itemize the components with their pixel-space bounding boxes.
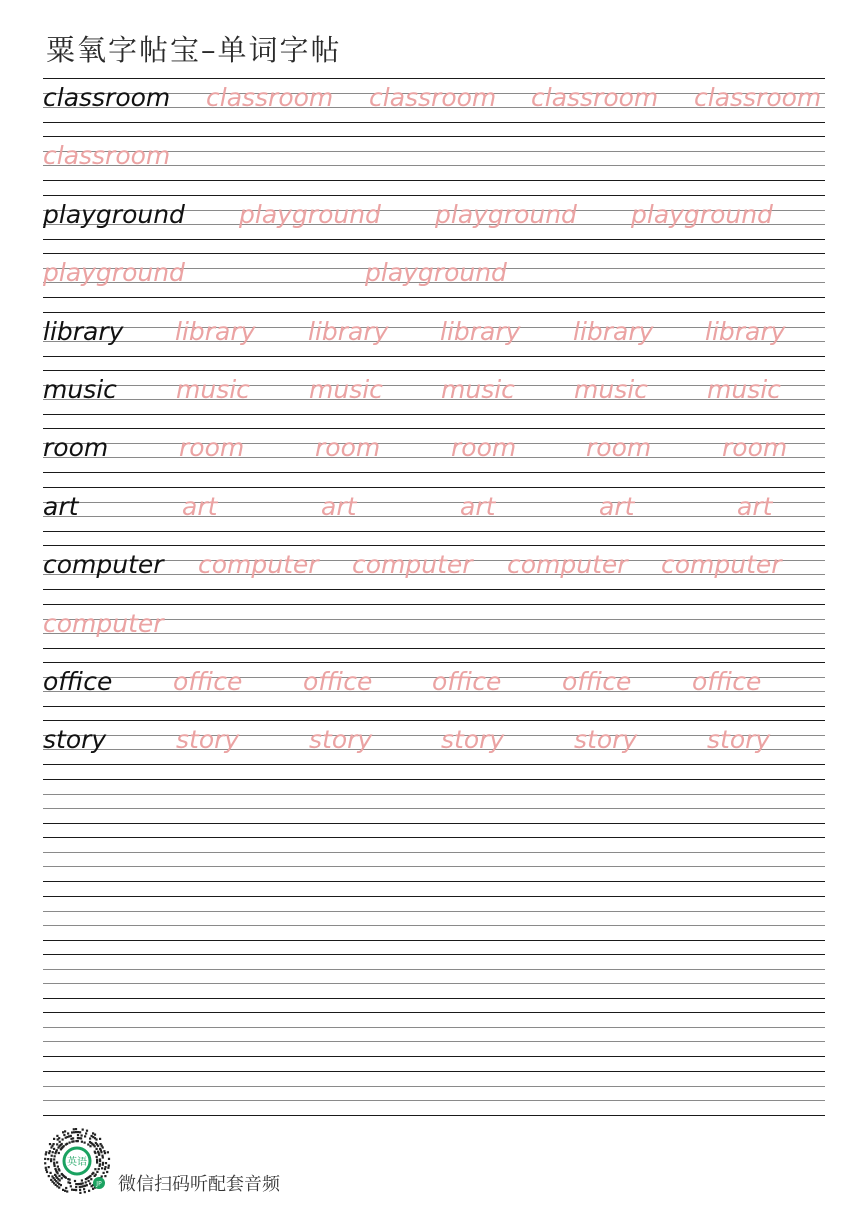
qr-dot [71,1131,73,1133]
qr-badge-text: 英语 [67,1157,87,1168]
trace-word: story [309,725,373,754]
trace-word: computer [198,550,319,579]
trace-word: classroom [206,83,334,112]
ruled-line [43,808,825,809]
qr-dot [58,1152,60,1154]
qr-dot [107,1151,109,1153]
qr-dot [45,1153,47,1155]
ruled-line [43,866,825,867]
qr-dot [48,1152,50,1154]
qr-dot [79,1189,81,1191]
ruled-line [43,881,825,882]
model-word: playground [43,200,185,229]
qr-dot [77,1140,79,1142]
qr-dot [50,1172,52,1174]
qr-dot [100,1151,102,1153]
qr-dot [92,1132,94,1134]
ruled-line [43,837,825,838]
qr-dot [64,1130,66,1132]
qr-dot [62,1131,64,1133]
qr-dot [80,1137,82,1139]
trace-word: library [573,317,654,346]
trace-word: music [707,375,781,404]
qr-dot [56,1135,58,1137]
ruled-line [43,1027,825,1028]
qr-dot [75,1189,77,1191]
qr-dot [67,1181,69,1183]
qr-dot [96,1156,98,1158]
model-word: classroom [43,83,171,112]
trace-word: playground [43,258,185,287]
ruled-line [43,969,825,970]
qr-dot [105,1162,107,1164]
qr-corner-text: JP [96,1180,102,1188]
qr-dot [52,1151,54,1153]
qr-dot [84,1191,86,1193]
qr-dot [67,1132,69,1134]
trace-word: art [737,492,773,521]
qr-dot [56,1143,58,1145]
qr-dot [56,1161,58,1163]
handwriting-sheet [43,0,825,1227]
qr-dot [64,1190,66,1192]
qr-dot [86,1130,88,1132]
qr-dot [84,1135,86,1137]
trace-word: computer [507,550,628,579]
qr-dot [54,1174,56,1176]
qr-dot [103,1150,105,1152]
qr-dot [108,1165,110,1167]
trace-word: art [599,492,635,521]
qr-dot [63,1145,65,1147]
qr-dot [51,1175,53,1177]
qr-dot [75,1128,77,1130]
trace-word: story [574,725,638,754]
writing-row [43,253,825,311]
ruled-line [43,1086,825,1087]
qr-dot [104,1166,106,1168]
trace-word: office [692,667,762,696]
qr-dot [96,1161,98,1163]
trace-word: classroom [43,141,171,170]
qr-dot [92,1188,94,1190]
qr-dot [66,1190,68,1192]
trace-word: library [440,317,521,346]
ruled-line [43,1071,825,1072]
model-word: room [43,433,109,462]
trace-word: playground [239,200,381,229]
qr-dot [74,1180,76,1182]
qr-dot [51,1155,53,1157]
writing-row [43,604,825,662]
qr-code-icon[interactable] [42,1126,112,1196]
qr-dot [104,1152,106,1154]
ruled-line [43,911,825,912]
ruled-line [43,1012,825,1013]
qr-dot [96,1159,98,1161]
qr-dot [104,1175,106,1177]
qr-dot [102,1164,104,1166]
qr-dot [85,1181,87,1183]
qr-dot [53,1158,55,1160]
ruled-line [43,1041,825,1042]
qr-dot [77,1131,79,1133]
qr-dot [85,1178,87,1180]
qr-dot [99,1165,101,1167]
qr-dot [77,1134,79,1136]
trace-word: playground [365,258,507,287]
qr-dot [53,1148,55,1150]
qr-dot [94,1168,96,1170]
qr-dot [73,1140,75,1142]
trace-word: story [441,725,505,754]
qr-dot [71,1189,73,1191]
qr-dot [58,1175,60,1177]
qr-dot [91,1173,93,1175]
qr-dot [81,1179,83,1181]
trace-word: room [179,433,245,462]
footer-caption: 微信扫码听配套音频 [118,1174,280,1195]
qr-dot [54,1168,56,1170]
qr-dot [67,1178,69,1180]
qr-dot [50,1158,52,1160]
model-word: computer [43,550,164,579]
qr-dot [49,1150,51,1152]
qr-dot [58,1137,60,1139]
trace-word: classroom [531,83,659,112]
ruled-line [43,896,825,897]
writing-row [43,370,825,428]
qr-dot [102,1146,104,1148]
model-word: office [43,667,113,696]
page-title: 粟氧字帖宝–单词字帖 [46,33,342,67]
model-word: story [43,725,107,754]
ruled-line [43,794,825,795]
trace-word: room [451,433,517,462]
qr-dot [83,1188,85,1190]
writing-row [43,428,825,486]
qr-dot [85,1132,87,1134]
qr-dot [81,1141,83,1143]
qr-dot [106,1171,108,1173]
trace-word: story [707,725,771,754]
qr-dot [90,1178,92,1180]
qr-dot [49,1143,51,1145]
trace-word: library [308,317,389,346]
qr-dot [103,1172,105,1174]
qr-dot [99,1138,101,1140]
ruled-line [43,1115,825,1116]
qr-dot [99,1158,101,1160]
trace-word: room [315,433,381,462]
qr-dot [63,1134,65,1136]
qr-dot [61,1143,63,1145]
qr-dot [94,1175,96,1177]
writing-row [43,545,825,603]
trace-word: computer [661,550,782,579]
model-word: library [43,317,124,346]
qr-dot [104,1168,106,1170]
qr-dot [79,1192,81,1194]
trace-word: computer [352,550,473,579]
qr-dot [75,1186,77,1188]
qr-dot [91,1185,93,1187]
qr-dot [58,1168,60,1170]
qr-dot [56,1149,58,1151]
trace-word: office [303,667,373,696]
qr-dot [50,1179,52,1181]
trace-word: music [176,375,250,404]
trace-word: art [460,492,496,521]
model-word: music [43,375,117,404]
model-word: art [43,492,79,521]
qr-dot [73,1128,75,1130]
qr-dot [65,1187,67,1189]
ruled-line [43,823,825,824]
qr-dot [89,1183,91,1185]
ruled-line [43,983,825,984]
writing-row [43,720,825,778]
writing-row [43,78,825,136]
qr-dot [75,1131,77,1133]
qr-dot [73,1131,75,1133]
qr-dot [72,1137,74,1139]
qr-dot [98,1154,100,1156]
trace-word: office [432,667,502,696]
ruled-line [43,925,825,926]
qr-dot [70,1185,72,1187]
qr-dot [45,1167,47,1169]
qr-dot [69,1142,71,1144]
trace-word: playground [435,200,577,229]
qr-dot [47,1158,49,1160]
trace-word: computer [43,609,164,638]
trace-word: room [586,433,652,462]
qr-dot [46,1171,48,1173]
qr-dot [59,1141,61,1143]
writing-row [43,195,825,253]
qr-dot [48,1175,50,1177]
qr-dot [94,1152,96,1154]
qr-dot [84,1142,86,1144]
trace-word: art [182,492,218,521]
ruled-line [43,940,825,941]
qr-dot [62,1138,64,1140]
trace-word: classroom [369,83,497,112]
qr-dot [101,1167,103,1169]
qr-dot [89,1138,91,1140]
qr-dot [108,1158,110,1160]
qr-dot [44,1162,46,1164]
qr-dot [44,1158,46,1160]
ruled-line [43,779,825,780]
qr-dot [70,1135,72,1137]
qr-dot [48,1166,50,1168]
qr-dot [61,1173,63,1175]
qr-dot [96,1171,98,1173]
trace-word: classroom [694,83,822,112]
writing-row [43,662,825,720]
qr-dot [82,1129,84,1131]
writing-row [43,312,825,370]
qr-dot [97,1145,99,1147]
footer [42,1126,442,1201]
ruled-line [43,852,825,853]
trace-word: library [175,317,256,346]
qr-dot [45,1169,47,1171]
ruled-line [43,1100,825,1101]
qr-dot [45,1151,47,1153]
trace-word: story [176,725,240,754]
qr-dot [87,1143,89,1145]
qr-dot [54,1155,56,1157]
trace-word: music [574,375,648,404]
qr-dot [94,1145,96,1147]
qr-dot [98,1168,100,1170]
ruled-line [43,998,825,999]
qr-dot [81,1134,83,1136]
qr-dot [89,1145,91,1147]
qr-dot [79,1186,81,1188]
trace-word: music [441,375,515,404]
qr-dot [66,1143,68,1145]
qr-dot [53,1138,55,1140]
qr-dot [61,1177,63,1179]
writing-row [43,487,825,545]
qr-dot [95,1138,97,1140]
trace-word: playground [631,200,773,229]
qr-dot [79,1131,81,1133]
qr-dot [102,1156,104,1158]
trace-word: office [562,667,632,696]
qr-dot [57,1166,59,1168]
qr-dot [73,1189,75,1191]
qr-dot [94,1134,96,1136]
ruled-line [43,954,825,955]
ruled-line [43,1056,825,1057]
trace-word: library [705,317,786,346]
qr-dot [107,1167,109,1169]
qr-dot [75,1183,77,1185]
trace-word: office [173,667,243,696]
qr-dot [53,1143,55,1145]
trace-word: music [309,375,383,404]
trace-word: art [321,492,357,521]
writing-row [43,136,825,194]
qr-dot [62,1189,64,1191]
qr-dot [53,1162,55,1164]
qr-dot [96,1148,98,1150]
qr-dot [88,1190,90,1192]
trace-word: room [722,433,788,462]
qr-dot [88,1180,90,1182]
